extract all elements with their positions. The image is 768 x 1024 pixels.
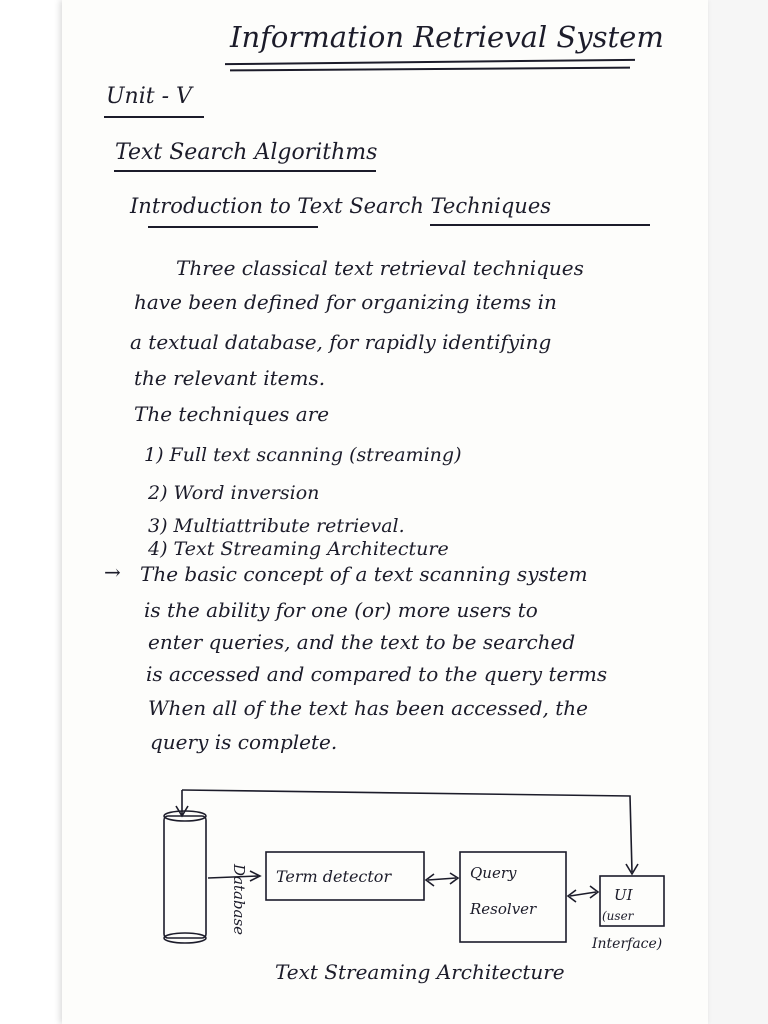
ui-label-2: (user [602, 909, 634, 923]
concept-line-1: The basic concept of a text scanning system [140, 562, 588, 586]
intro-line-2: have been defined for organizing items in [134, 290, 557, 314]
unit-label: Unit - V [106, 84, 192, 109]
concept-line-4: is accessed and compared to the query terms [146, 662, 608, 686]
technique-item-3: 3) Multiattribute retrieval. [148, 515, 405, 537]
diagram-caption: Text Streaming Architecture [275, 960, 565, 984]
arrow-marker: → [104, 560, 121, 584]
technique-item-2: 2) Word inversion [148, 482, 320, 504]
ui-label-1: UI [614, 886, 633, 904]
database-label: Database [230, 864, 248, 936]
ui-label-3: Interface) [592, 936, 663, 952]
techniques-intro: The techniques are [134, 402, 330, 426]
term-detector-label: Term detector [276, 867, 392, 886]
query-resolver-label-2: Resolver [470, 900, 537, 918]
section-heading: Text Search Algorithms [115, 140, 378, 165]
concept-line-2: is the ability for one (or) more users to [144, 598, 538, 622]
resolver-ui-connector [570, 892, 596, 896]
intro-line-1: Three classical text retrieval techniques [176, 256, 584, 280]
query-resolver-label-1: Query [470, 864, 517, 882]
technique-item-4: 4) Text Streaming Architecture [148, 538, 449, 560]
feedback-line [182, 790, 632, 872]
subsection-heading: Introduction to Text Search Techniques [130, 194, 552, 218]
concept-line-6: query is complete. [150, 730, 338, 754]
concept-line-3: enter queries, and the text to be searched [148, 630, 576, 654]
intro-line-3: a textual database, for rapidly identifying [130, 330, 552, 354]
term-resolver-connector [428, 878, 456, 880]
technique-item-1: 1) Full text scanning (streaming) [144, 444, 462, 466]
intro-line-4: the relevant items. [134, 366, 326, 390]
page-title: Information Retrieval System [230, 20, 664, 54]
concept-line-5: When all of the text has been accessed, the [148, 696, 588, 720]
database-box [164, 816, 206, 938]
